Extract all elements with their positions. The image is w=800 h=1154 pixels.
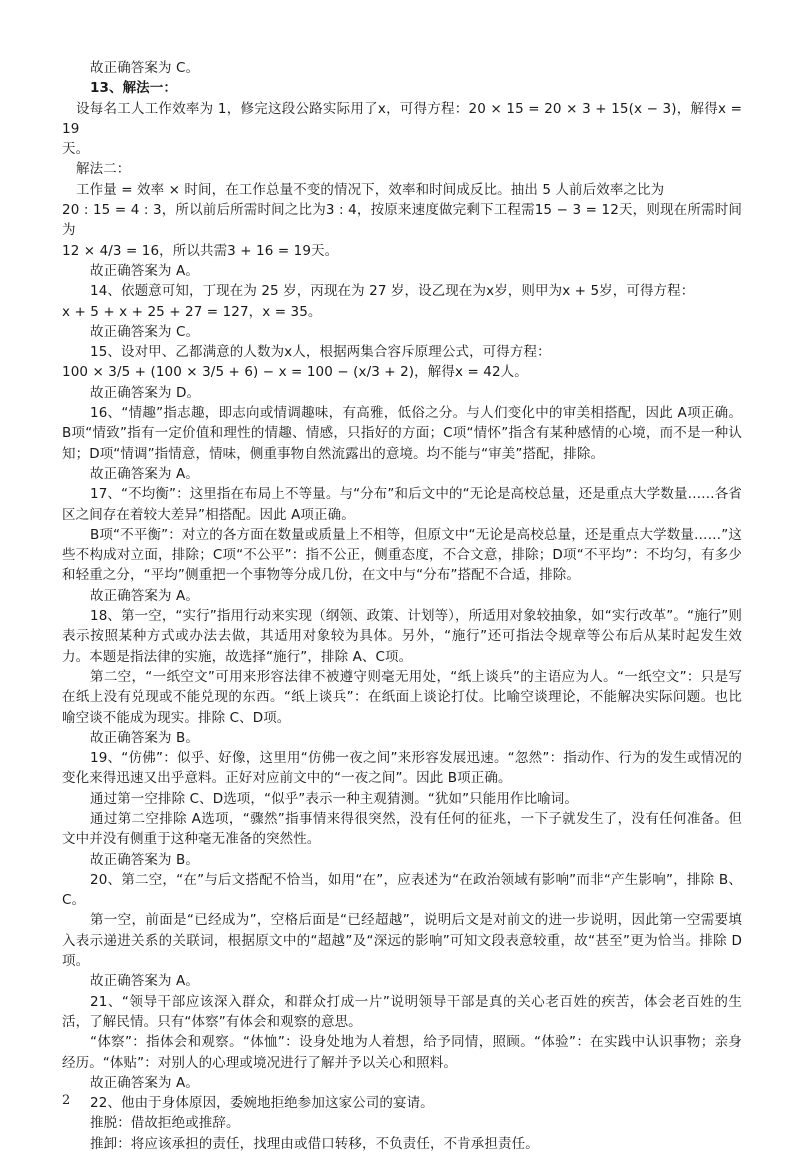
paragraph: 第一空，前面是“已经成为”，空格后面是“已经超越”，说明后文是对前文的进一步说明，因此第一空需要填入表示递进关系的关联词，根据原文中的“超越”及“深远的影响”可知文段表意较重，故“甚至”更为恰当。排除 D项。 — [62, 912, 742, 970]
paragraph: 解法二： — [76, 161, 131, 178]
answer-line: 故正确答案为 A。 — [90, 1074, 199, 1091]
question-17: 17、“不均衡”：这里指在布局上不等量。与“分布”和后文中的“无论是高校总量，还是重点大学数量……各省区之间存在着较大差异”相搭配。因此 A项正确。 — [62, 486, 742, 523]
paragraph: 天。 — [62, 141, 90, 158]
question-13-heading: 13、解法一： — [90, 80, 177, 97]
paragraph: x + 5 + x + 25 + 27 = 127，x = 35。 — [62, 303, 322, 320]
answer-line: 故正确答案为 A。 — [90, 262, 199, 279]
paragraph: “体察”：指体会和观察。“体恤”：设身处地为人着想，给予同情，照顾。“体验”：在实践中认识事物；亲身经历。“体贴”：对别人的心理或境况进行了解并予以关心和照料。 — [62, 1034, 742, 1071]
answer-line: 故正确答案为 C。 — [90, 323, 200, 340]
question-19: 19、“仿佛”：似乎、好像，这里用“仿佛一夜之间”来形容发展迅速。“忽然”：指动作、行为的发生或情况的变化来得迅速又出乎意料。正好对应前文中的“一夜之间”。因此 B项正确。 — [62, 750, 742, 787]
answer-line: 故正确答案为 A。 — [90, 465, 199, 482]
paragraph: 12 × 4/3 = 16，所以共需3 + 16 = 19天。 — [62, 242, 339, 259]
answer-line: 故正确答案为 A。 — [90, 587, 199, 604]
question-18: 18、第一空，“实行”指用行动来实现（纲领、政策、计划等），所适用对象较抽象，如“实行改革”。“施行”则表示按照某种方式或办法去做，其适用对象较为具体。另外，“施行”还可指法令规章等公布后从某时起发生效力。本题是指法律的实施，故选择“施行”，排除 A、C项。 — [62, 608, 742, 665]
question-21: 21、“领导干部应该深入群众，和群众打成一片”说明领导干部是真的关心老百姓的疾苦，体会老百姓的生活，了解民情。只有“体察”有体会和观察的意思。 — [62, 993, 742, 1030]
paragraph: 通过第一空排除 C、D选项，“似乎”表示一种主观猜测。“犹如”只能用作比喻词。 — [90, 790, 578, 807]
answer-line: 故正确答案为 C。 — [90, 60, 200, 76]
paragraph: 100 × 3/5 + (100 × 3/5 + 6) − x = 100 − (x/3 + 2)，解得x = 42人。 — [62, 364, 528, 381]
page-content — [62, 58, 742, 1154]
paragraph: 第二空，“一纸空文”可用来形容法律不被遵守则毫无用处，“纸上谈兵”的主语应为人。“一纸空文”：只是写在纸上没有兑现或不能兑现的东西。“纸上谈兵”：在纸面上谈论打仗。比喻空谈理论，不能解决实际问题。也比喻空谈不能成为现实。排除 C、D项。 — [62, 668, 742, 726]
question-15: 15、设对甲、乙都满意的人数为x人，根据两集合容斥原理公式，可得方程： — [90, 344, 551, 361]
definition-line: 推脱：借故拒绝或推辞。 — [90, 1115, 240, 1132]
question-20: 20、第二空，“在”与后文搭配不恰当，如用“在”，应表述为“在政治领域有影响”而非“产生影响”，排除 B、C。 — [62, 871, 742, 909]
question-16: 16、“情趣”指志趣，即志向或情调趣味，有高雅，低俗之分。与人们变化中的审美相搭配，因此 A项正确。B项“情致”指有一定价值和理性的情趣、情感，只指好的方面；C项“情怀”指含有某种感情的心境，而不是一种认知；D项“情调”指情意，情味，侧重事物自然流露出的意境。均不能与“审美”搭配，排除。 — [62, 405, 742, 462]
answer-line: 故正确答案为 B。 — [90, 851, 199, 868]
paragraph: 工作量 = 效率 × 时间，在工作总量不变的情况下，效率和时间成反比。抽出 5 人前后效率之比为 — [76, 181, 665, 198]
definition-line: 推卸：将应该承担的责任，找理由或借口转移，不负责任，不肯承担责任。 — [90, 1135, 539, 1152]
question-22: 22、他由于身体原因，委婉地拒绝参加这家公司的宴请。 — [90, 1095, 434, 1112]
paragraph: 设每名工人工作效率为 1，修完这段公路实际用了x，可得方程：20 × 15 = 20 × 3 + 15(x − 3)，解得x = 19 — [62, 100, 742, 137]
paragraph: B项“不平衡”：对立的各方面在数量或质量上不相等，但原文中“无论是高校总量，还是重点大学数量……”这些不构成对立面，排除；C项“不公平”：指不公正，侧重态度，不合文意，排除；D项“不平均”：不均匀，有多少和轻重之分，“平均”侧重把一个事物等分成几份，在文中与“分布”搭配不合适，排除。 — [62, 526, 742, 584]
paragraph: 20 : 15 = 4 : 3，所以前后所需时间之比为3 : 4，按原来速度做完剩下工程需15 − 3 = 12天，则现在所需时间为 — [62, 202, 742, 239]
answer-line: 故正确答案为 B。 — [90, 729, 199, 746]
paragraph: 通过第二空排除 A选项，“骤然”指事情来得很突然，没有任何的征兆，一下子就发生了，没有任何准备。但文中并没有侧重于这种毫无准备的突然性。 — [62, 810, 742, 848]
question-14: 14、依题意可知，丁现在为 25 岁，丙现在为 27 岁，设乙现在为x岁，则甲为x + 5岁，可得方程： — [90, 283, 695, 300]
answer-line: 故正确答案为 A。 — [90, 973, 199, 990]
page-number: 2 — [62, 1093, 71, 1108]
answer-line: 故正确答案为 D。 — [90, 384, 201, 401]
